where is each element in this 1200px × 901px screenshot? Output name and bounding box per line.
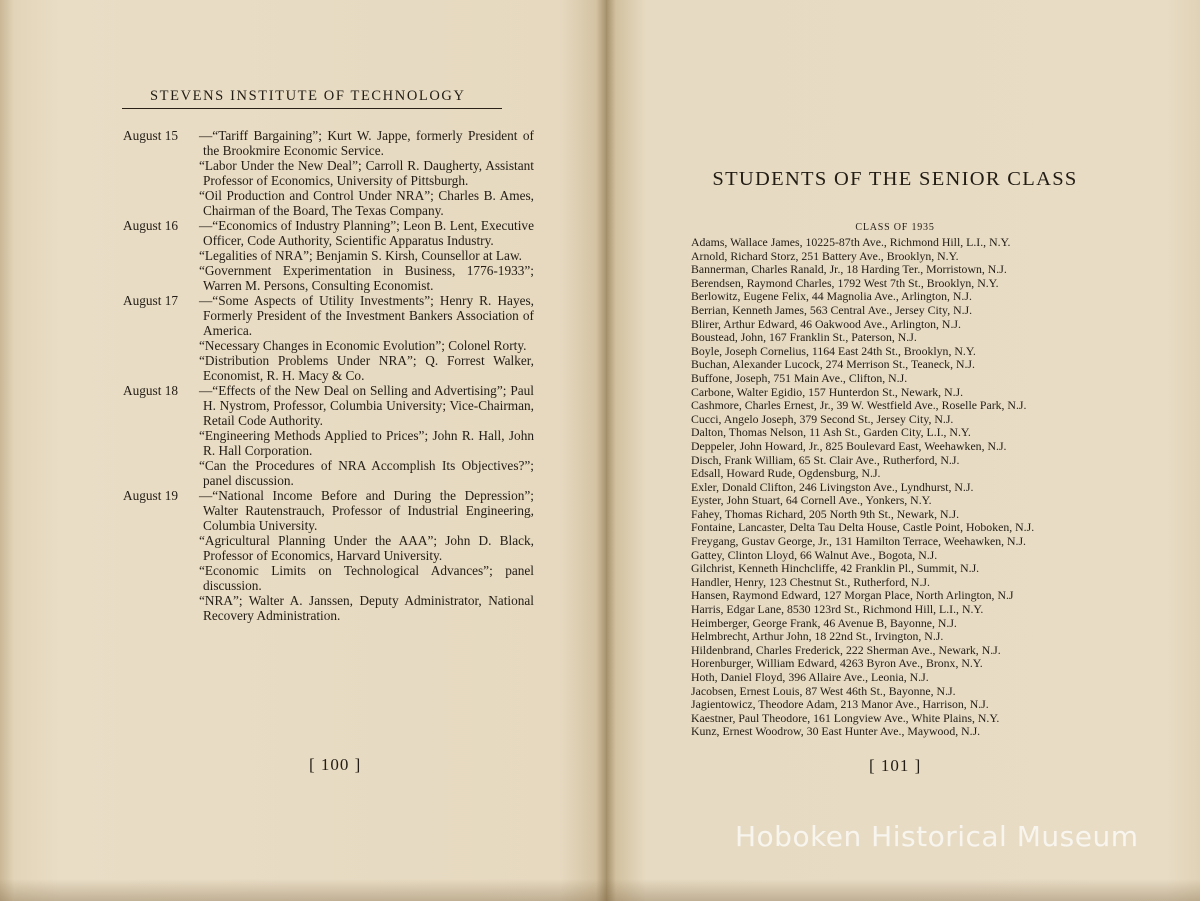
lecture-talk: “Economic Limits on Technological Advances”; panel discussion. xyxy=(199,563,534,593)
lecture-date: August 19 xyxy=(123,488,179,503)
student-entry: Arnold, Richard Storz, 251 Battery Ave., Brooklyn, N.Y. xyxy=(691,248,959,263)
student-entry: Jagientowicz, Theodore Adam, 213 Manor Ave., Harrison, N.J. xyxy=(691,697,989,712)
student-entry: Boyle, Joseph Cornelius, 1164 East 24th St., Brooklyn, N.Y. xyxy=(691,343,976,358)
student-entry: Buchan, Alexander Lucock, 274 Merrison St., Teaneck, N.J. xyxy=(691,357,975,372)
lecture-talk: —“Tariff Bargaining”; Kurt W. Jappe, formerly President of the Brookmire Economic Service. xyxy=(199,128,534,158)
student-entry: Carbone, Walter Egidio, 157 Hunterdon St., Newark, N.J. xyxy=(691,384,964,399)
lecture-talk: “Can the Procedures of NRA Accomplish Its Objectives?”; panel discussion. xyxy=(199,458,534,488)
student-entry: Fontaine, Lancaster, Delta Tau Delta House, Castle Point, Hoboken, N.J. xyxy=(691,520,1035,535)
lecture-talk: “Necessary Changes in Economic Evolution”; Colonel Rorty. xyxy=(199,338,527,353)
student-entry: Buffone, Joseph, 751 Main Ave., Clifton, N.J. xyxy=(691,370,908,385)
student-entry: Horenburger, William Edward, 4263 Byron Ave., Bronx, N.Y. xyxy=(691,656,983,671)
lecture-schedule xyxy=(0,128,606,623)
lecture-day xyxy=(0,383,606,488)
lecture-day xyxy=(0,488,606,623)
student-entry: Exler, Donald Clifton, 246 Livingston Ave., Lyndhurst, N.J. xyxy=(691,479,974,494)
page-edge-shadow xyxy=(606,879,1200,901)
lecture-talk: “Labor Under the New Deal”; Carroll R. Daugherty, Assistant Professor of Economics, University of Pittsburgh. xyxy=(199,158,534,188)
student-entry: Cashmore, Charles Ernest, Jr., 39 W. Westfield Ave., Roselle Park, N.J. xyxy=(691,398,1027,413)
student-entry: Hansen, Raymond Edward, 127 Morgan Place, North Arlington, N.J xyxy=(691,588,1014,603)
lecture-talk: “Agricultural Planning Under the AAA”; John D. Black, Professor of Economics, Harvard University. xyxy=(199,533,534,563)
student-entry: Berlowitz, Eugene Felix, 44 Magnolia Ave., Arlington, N.J. xyxy=(691,289,972,304)
lecture-day xyxy=(0,218,606,293)
student-entry: Freygang, Gustav George, Jr., 131 Hamilton Terrace, Weehawken, N.J. xyxy=(691,534,1027,549)
student-entry: Harris, Edgar Lane, 8530 123rd St., Richmond Hill, L.I., N.Y. xyxy=(691,602,984,617)
page-title: STUDENTS OF THE SENIOR CLASS xyxy=(712,168,1078,190)
lecture-talk: “Distribution Problems Under NRA”; Q. Forrest Walker, Economist, R. H. Macy & Co. xyxy=(199,353,534,383)
lecture-day xyxy=(0,128,606,218)
student-entry: Deppeler, John Howard, Jr., 825 Boulevard East, Weehawken, N.J. xyxy=(691,438,1007,453)
student-entry: Jacobsen, Ernest Louis, 87 West 46th St., Bayonne, N.J. xyxy=(691,683,956,698)
student-entry: Fahey, Thomas Richard, 205 North 9th St., Newark, N.J. xyxy=(691,506,960,521)
page-number-right: [ 101 ] xyxy=(869,756,922,775)
lecture-day xyxy=(0,293,606,383)
lecture-talk: “Government Experimentation in Business, 1776-1933”; Warren M. Persons, Consulting Economist. xyxy=(199,263,534,293)
class-year-subtitle: CLASS OF 1935 xyxy=(855,222,935,233)
student-entry: Hildenbrand, Charles Frederick, 222 Sherman Ave., Newark, N.J. xyxy=(691,642,1001,657)
lecture-talk: —“Effects of the New Deal on Selling and Advertising”; Paul H. Nystrom, Professor, Columbia University; Vice-Chairman, Retail Code Authority. xyxy=(199,383,534,428)
student-entry: Heimberger, George Frank, 46 Avenue B, Bayonne, N.J. xyxy=(691,615,957,630)
student-entry: Handler, Henry, 123 Chestnut St., Rutherford, N.J. xyxy=(691,574,930,589)
student-entry: Edsall, Howard Rude, Ogdensburg, N.J. xyxy=(691,466,881,481)
page-number-left: [ 100 ] xyxy=(309,755,362,774)
student-list xyxy=(691,236,1101,739)
lecture-talk: —“Economics of Industry Planning”; Leon B. Lent, Executive Officer, Code Authority, Scientific Apparatus Industry. xyxy=(199,218,534,248)
student-entry: Dalton, Thomas Nelson, 11 Ash St., Garden City, L.I., N.Y. xyxy=(691,425,971,440)
lecture-talk: —“National Income Before and During the Depression”; Walter Rautenstrauch, Professor of Industrial Engineering, Columbia University. xyxy=(199,488,534,533)
lecture-date: August 16 xyxy=(123,218,179,233)
lecture-talk: “Engineering Methods Applied to Prices”; John R. Hall, John R. Hall Corporation. xyxy=(199,428,534,458)
student-entry: Cucci, Angelo Joseph, 379 Second St., Jersey City, N.J. xyxy=(691,411,954,426)
student-entry: Helmbrecht, Arthur John, 18 22nd St., Irvington, N.J. xyxy=(691,629,944,644)
running-head: STEVENS INSTITUTE OF TECHNOLOGY xyxy=(150,88,466,104)
student-entry: Gattey, Clinton Lloyd, 66 Walnut Ave., Bogota, N.J. xyxy=(691,547,938,562)
student-entry: Eyster, John Stuart, 64 Cornell Ave., Yonkers, N.Y. xyxy=(691,493,932,508)
student-entry: Bannerman, Charles Ranald, Jr., 18 Harding Ter., Morristown, N.J. xyxy=(691,262,1007,277)
student-entry: Hoth, Daniel Floyd, 396 Allaire Ave., Leonia, N.J. xyxy=(691,670,929,684)
student-entry: Berendsen, Raymond Charles, 1792 West 7th St., Brooklyn, N.Y. xyxy=(691,275,999,290)
student-entry: Berrian, Kenneth James, 563 Central Ave., Jersey City, N.J. xyxy=(691,302,973,317)
header-rule xyxy=(122,108,502,109)
student-entry: Blirer, Arthur Edward, 46 Oakwood Ave., Arlington, N.J. xyxy=(691,316,961,331)
lecture-date: August 17 xyxy=(123,293,179,308)
lecture-talk: “Legalities of NRA”; Benjamin S. Kirsh, Counsellor at Law. xyxy=(199,248,523,263)
student-entry: Kunz, Ernest Woodrow, 30 East Hunter Ave., Maywood, N.J. xyxy=(691,724,981,739)
student-entry: Adams, Wallace James, 10225-87th Ave., Richmond Hill, L.I., N.Y. xyxy=(691,235,1011,249)
student-entry: Kaestner, Paul Theodore, 161 Longview Ave., White Plains, N.Y. xyxy=(691,710,1000,725)
student-entry: Gilchrist, Kenneth Hinchcliffe, 42 Franklin Pl., Summit, N.J. xyxy=(691,561,980,576)
page-edge-shadow xyxy=(0,879,606,901)
lecture-talk: “NRA”; Walter A. Janssen, Deputy Administrator, National Recovery Administration. xyxy=(199,593,534,623)
student-entry: Disch, Frank William, 65 St. Clair Ave., Rutherford, N.J. xyxy=(691,452,960,467)
lecture-talk: —“Some Aspects of Utility Investments”; Henry R. Hayes, Formerly President of the Investment Bankers Association of America. xyxy=(199,293,534,338)
student-entry: Boustead, John, 167 Franklin St., Paterson, N.J. xyxy=(691,330,917,345)
lecture-talk: “Oil Production and Control Under NRA”; Charles B. Ames, Chairman of the Board, The Texas Company. xyxy=(199,188,534,218)
lecture-date: August 18 xyxy=(123,383,179,398)
lecture-date: August 15 xyxy=(123,128,179,143)
museum-watermark: Hoboken Historical Museum xyxy=(735,820,1139,853)
